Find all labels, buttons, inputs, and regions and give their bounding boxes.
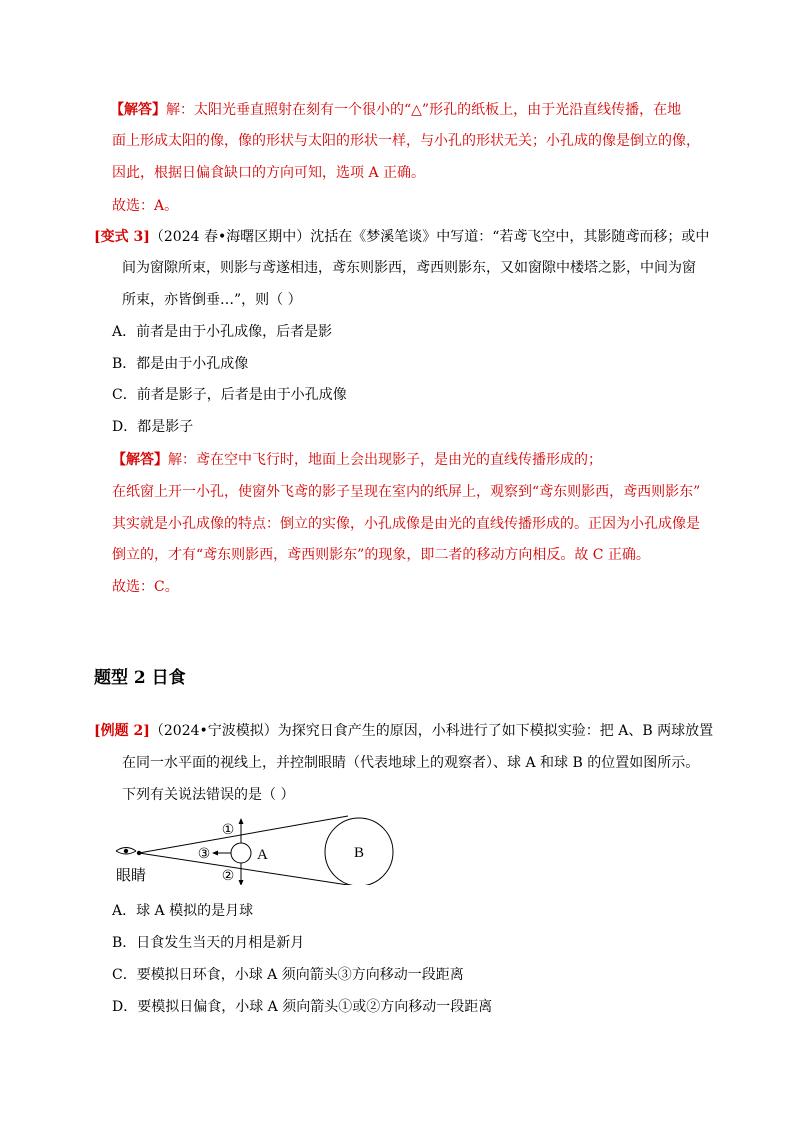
eye-icon xyxy=(116,848,136,855)
arrow-down-head xyxy=(239,880,244,885)
example-option-b: B．日食发生当天的月相是新月 xyxy=(112,935,305,951)
eclipse-diagram xyxy=(110,815,410,885)
answer-line-3: 因此，根据日偏食缺口的方向可知，选项 A 正确。 xyxy=(112,165,426,181)
variant-answer-line-4: 倒立的，才有“鸢东则影西，鸢西则影东”的现象，即二者的移动方向相反。故 C 正确。 xyxy=(112,547,650,563)
example-question-line-1: [例题 2]（2024•宁波模拟）为探究日食产生的原因，小科进行了如下模拟实验：把 A、B 两球放置 xyxy=(94,723,714,739)
arrow-1-label: ① xyxy=(221,822,235,838)
answer-tag: 【解答】 xyxy=(110,102,166,118)
variant-tag: [变式 3] xyxy=(94,229,150,245)
arrow-up-head xyxy=(239,818,244,824)
answer-line-2: 面上形成太阳的像，像的形状与太阳的形状一样，与小孔的形状无关；小孔成的像是倒立的像， xyxy=(112,133,700,149)
option-a: A．前者是由于小孔成像，后者是影 xyxy=(112,324,333,340)
option-d: D．都是影子 xyxy=(112,419,194,435)
variant-question-line-2: 间为窗隙所束，则影与鸢遂相违，鸢东则影西，鸢西则影东，又如窗隙中楼塔之影，中间为窗 xyxy=(122,260,696,276)
answer-tag: 【解答】 xyxy=(112,452,168,468)
example-option-c: C．要模拟日环食，小球 A 须向箭头③方向移动一段距离 xyxy=(112,967,464,983)
ball-b-label: B xyxy=(353,845,365,861)
example-question-line-2: 在同一水平面的视线上，并控制眼睛（代表地球上的观察者）、球 A 和球 B 的位置如图所示。 xyxy=(122,755,700,771)
variant-answer-line-3: 其实就是小孔成像的特点：倒立的实像，小孔成像是由光的直线传播形成的。正因为小孔成像是 xyxy=(112,516,700,532)
example-option-d: D．要模拟日偏食，小球 A 须向箭头①或②方向移动一段距离 xyxy=(112,999,493,1015)
variant-answer-line-2: 在纸窗上开一小孔，使窗外飞鸢的影子呈现在室内的纸屏上，观察到“鸢东则影西，鸢西则影东” xyxy=(112,484,701,500)
example-question-line-3: 下列有关说法错误的是（ ） xyxy=(122,787,295,803)
option-b: B．都是由于小孔成像 xyxy=(112,356,249,372)
arrow-2-label: ② xyxy=(221,868,235,884)
eye-label: 眼睛 xyxy=(116,866,147,884)
answer-line-1: 【解答】解：太阳光垂直照射在刻有一个很小的“△”形孔的纸板上，由于光沿直线传播，在地 xyxy=(110,102,682,118)
arrow-3-label: ③ xyxy=(197,846,211,862)
arrow-left-head xyxy=(212,851,218,856)
option-c: C．前者是影子，后者是由于小孔成像 xyxy=(112,387,347,403)
example-option-a: A．球 A 模拟的是月球 xyxy=(112,903,254,919)
answer-choice: 故选：A。 xyxy=(112,198,179,214)
variant-answer-choice: 故选：C。 xyxy=(112,579,179,595)
variant-question-line-1: [变式 3]（2024 春•海曙区期中）沈括在《梦溪笔谈》中写道：“若鸢飞空中，其影随鸢而移；或中 xyxy=(94,229,710,245)
section-title: 题型 2 日食 xyxy=(94,668,186,688)
variant-answer-line-1: 【解答】解：鸢在空中飞行时，地面上会出现影子，是由光的直线传播形成的； xyxy=(112,452,602,468)
example-source: （2024•宁波模拟） xyxy=(149,723,278,739)
example-tag: [例题 2] xyxy=(94,723,150,739)
ball-a-label: A xyxy=(257,847,268,863)
ball-a xyxy=(231,843,251,863)
variant-question-line-3: 所束，亦皆倒垂…”，则（ ） xyxy=(122,292,302,308)
variant-source: （2024 春•海曙区期中） xyxy=(149,229,311,245)
